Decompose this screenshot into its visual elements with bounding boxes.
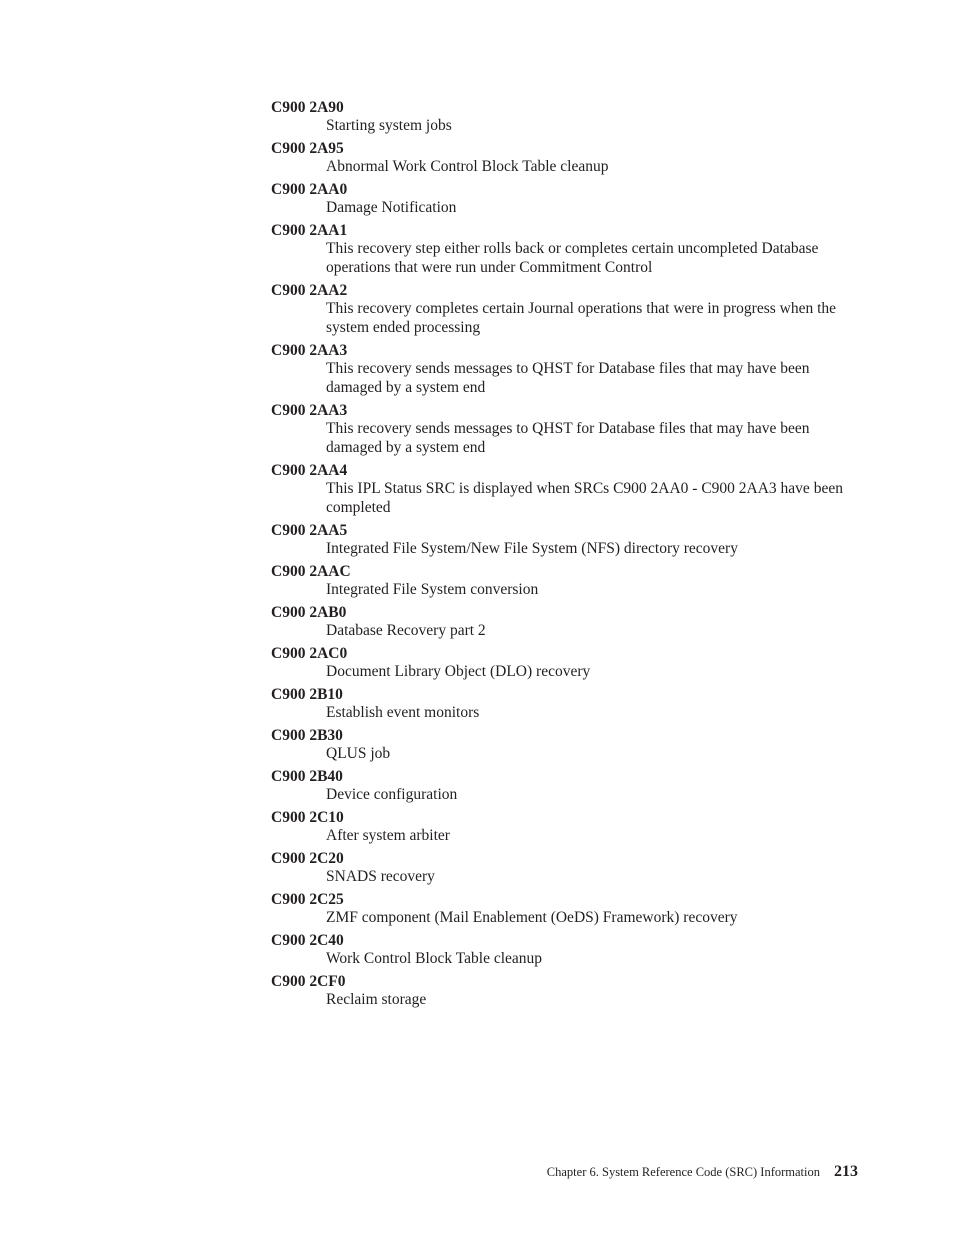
src-entry [271, 604, 851, 640]
src-description: Abnormal Work Control Block Table cleanup [326, 158, 609, 175]
src-code: C900 2C25 [271, 891, 344, 908]
src-entry [271, 282, 851, 337]
src-description: Reclaim storage [326, 991, 427, 1008]
src-description: Device configuration [326, 786, 458, 803]
page-number: 213 [834, 1163, 858, 1180]
src-entry [271, 891, 851, 927]
src-description: Damage Notification [326, 199, 457, 216]
src-description: Starting system jobs [326, 117, 452, 134]
src-code: C900 2AA3 [271, 342, 348, 359]
src-code: C900 2AA2 [271, 282, 348, 299]
src-entry [271, 932, 851, 968]
src-description: SNADS recovery [326, 868, 435, 885]
src-description: Establish event monitors [326, 704, 480, 721]
src-entry [271, 973, 851, 1009]
src-description: This recovery sends messages to QHST for Database files that may have been damaged by a system end [326, 420, 810, 456]
src-entry [271, 181, 851, 217]
src-code: C900 2A95 [271, 140, 344, 157]
src-entry [271, 140, 851, 176]
src-description: Work Control Block Table cleanup [326, 950, 543, 967]
src-code: C900 2AAC [271, 563, 351, 580]
src-description: This recovery sends messages to QHST for Database files that may have been damaged by a system end [326, 360, 810, 396]
src-entry [271, 768, 851, 804]
src-entry [271, 563, 851, 599]
src-entry [271, 402, 851, 457]
src-description: This recovery completes certain Journal operations that were in progress when the system ended processing [326, 300, 837, 336]
src-entry [271, 342, 851, 397]
src-code: C900 2B40 [271, 768, 343, 785]
src-code: C900 2AA3 [271, 402, 348, 419]
src-code: C900 2A90 [271, 99, 344, 116]
src-code: C900 2C20 [271, 850, 344, 867]
src-description: Integrated File System conversion [326, 581, 539, 598]
src-description: QLUS job [326, 745, 391, 762]
src-code: C900 2AA0 [271, 181, 348, 198]
src-entry [271, 99, 851, 135]
src-code-list [271, 99, 851, 1014]
src-code: C900 2CF0 [271, 973, 346, 990]
src-code: C900 2B30 [271, 727, 343, 744]
page-footer [547, 1163, 858, 1181]
src-description: This IPL Status SRC is displayed when SRCs C900 2AA0 - C900 2AA3 have been completed [326, 480, 843, 516]
src-entry [271, 686, 851, 722]
src-description: This recovery step either rolls back or completes certain uncompleted Database operations that were run under Commitment Control [326, 240, 819, 276]
src-entry [271, 522, 851, 558]
src-code: C900 2B10 [271, 686, 343, 703]
src-entry [271, 850, 851, 886]
src-code: C900 2C40 [271, 932, 344, 949]
src-entry [271, 809, 851, 845]
src-code: C900 2AA4 [271, 462, 348, 479]
src-entry [271, 222, 851, 277]
src-description: Document Library Object (DLO) recovery [326, 663, 591, 680]
chapter-title: Chapter 6. System Reference Code (SRC) Information [546, 1165, 820, 1179]
src-entry [271, 727, 851, 763]
src-description: After system arbiter [326, 827, 450, 844]
src-entry [271, 462, 851, 517]
src-code: C900 2AA1 [271, 222, 348, 239]
src-entry [271, 645, 851, 681]
src-description: Database Recovery part 2 [326, 622, 486, 639]
src-code: C900 2AA5 [271, 522, 348, 539]
src-description: Integrated File System/New File System (NFS) directory recovery [326, 540, 738, 557]
src-code: C900 2C10 [271, 809, 344, 826]
src-code: C900 2AC0 [271, 645, 348, 662]
src-code: C900 2AB0 [271, 604, 347, 621]
src-description: ZMF component (Mail Enablement (OeDS) Framework) recovery [326, 909, 738, 926]
